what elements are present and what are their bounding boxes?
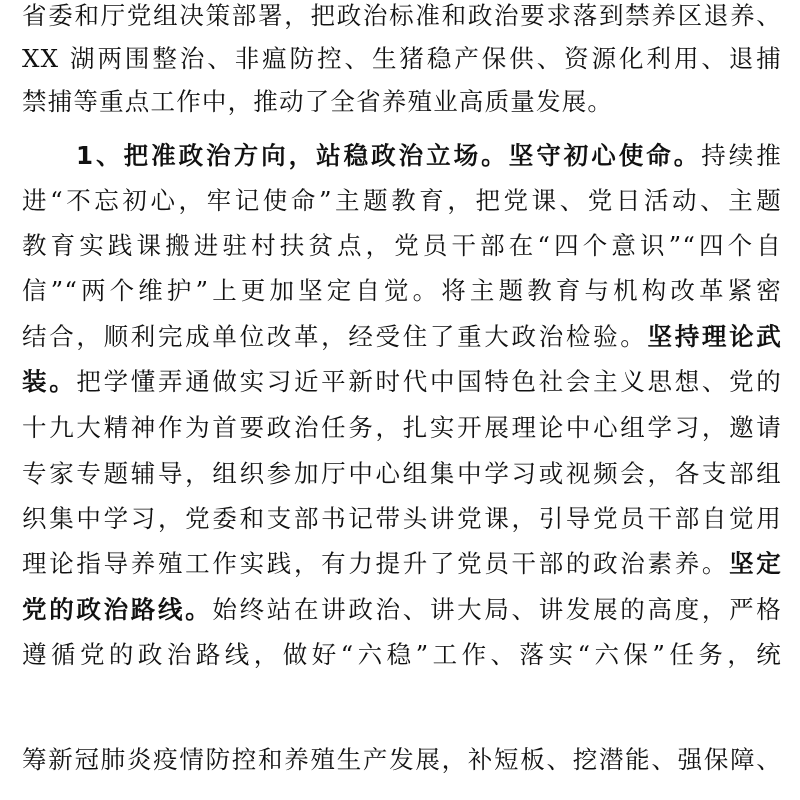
text-line (22, 456, 782, 492)
text-segment: 筹新冠肺炎疫情防控和养殖生产发展，补短板、挖潜能、强保障、 (22, 745, 782, 774)
text-line (22, 742, 782, 778)
bold-phrase: 坚定 (729, 549, 782, 578)
text-segment: 信”“两个维护”上更加坚定自觉。将主题教育与机构改革紧密 (22, 276, 782, 305)
text-segment: 结合，顺利完成单位改革，经受住了重大政治检验。 (22, 322, 648, 351)
section-heading: 1、把准政治方向，站稳政治立场。坚守初心使命。 (76, 141, 702, 170)
text-segment: 持续推 (701, 141, 782, 170)
text-segment: XX 湖两围整治、非瘟防控、生猪稳产保供、资源化利用、退捕 (22, 44, 782, 73)
text-segment: 专家专题辅导，组织参加厅中心组集中学习或视频会，各支部组 (22, 459, 782, 488)
text-line (22, 41, 782, 77)
text-segment: 十九大精神作为首要政治任务，扎实开展理论中心组学习，邀请 (22, 413, 782, 442)
text-line (22, 228, 782, 264)
text-segment: 织集中学习，党委和支部书记带头讲党课，引导党员干部自觉用 (22, 504, 782, 533)
text-segment: 始终站在讲政治、讲大局、讲发展的高度，严格 (212, 595, 782, 624)
text-segment: 进“不忘初心，牢记使命”主题教育，把党课、党日活动、主题 (22, 186, 782, 215)
text-segment: 遵循党的政治路线，做好“六稳”工作、落实“六保”任务，统 (22, 640, 782, 669)
text-line (22, 501, 782, 537)
text-segment: 禁捕等重点工作中，推动了全省养殖业高质量发展。 (22, 87, 614, 116)
text-line (22, 546, 782, 582)
section-heading-line (76, 138, 782, 174)
bold-phrase: 坚持理论武 (647, 322, 782, 351)
text-line (22, 183, 782, 219)
text-line (22, 0, 782, 34)
text-segment: 教育实践课搬进驻村扶贫点，党员干部在“四个意识”“四个自 (22, 231, 782, 260)
text-line (22, 319, 782, 355)
text-line (22, 637, 782, 673)
text-line (22, 273, 782, 309)
bold-phrase: 装。 (22, 367, 77, 396)
text-segment: 省委和厅党组决策部署，把政治标准和政治要求落到禁养区退养、 (22, 1, 782, 30)
text-segment: 理论指导养殖工作实践，有力提升了党员干部的政治素养。 (22, 549, 730, 578)
text-line (22, 84, 782, 120)
text-line (22, 364, 782, 400)
text-segment: 把学懂弄通做实习近平新时代中国特色社会主义思想、党的 (76, 367, 782, 396)
text-line (22, 592, 782, 628)
bold-phrase: 党的政治路线。 (22, 595, 213, 624)
text-line (22, 410, 782, 446)
